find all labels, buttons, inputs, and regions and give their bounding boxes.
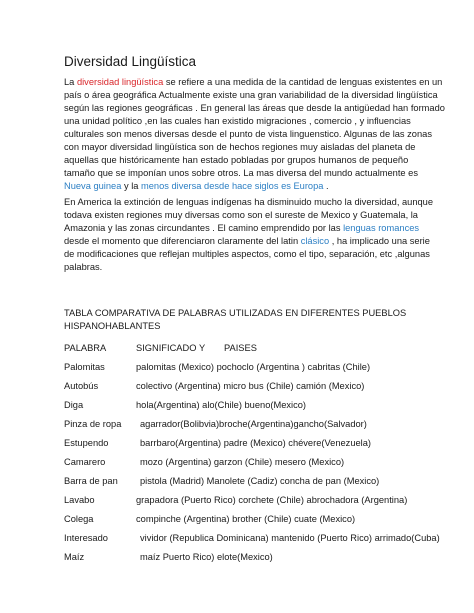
text-line: palabras.: [64, 262, 103, 272]
text-line: TABLA COMPARATIVA DE PALABRAS UTILIZADAS EN DIFERENTES PUEBLOS: [64, 308, 407, 318]
header-y: Y: [199, 343, 206, 353]
table-row: [64, 551, 464, 564]
row-word: Autobús: [64, 381, 99, 391]
text-line: En America la extinción de lenguas indígenas ha disminuido mucho la diversidad, aunque: [64, 197, 434, 207]
text-line: HISPANOHABLANTES: [64, 321, 161, 331]
text-line: según las regiones geográficas . En general las áreas que desde la antigüedad han formado: [64, 103, 445, 113]
row-word: Palomitas: [64, 362, 105, 372]
row-value: maíz Puerto Rico) elote(Mexico): [140, 552, 273, 562]
row-value: palomitas (Mexico) pochoclo (Argentina ) cabritas (Chile): [136, 362, 371, 372]
table-title: [64, 307, 444, 333]
table-row: [64, 513, 464, 526]
document-title: Diversidad Lingüística: [64, 54, 197, 69]
row-value: colectivo (Argentina) micro bus (Chile) camión (Mexico): [136, 381, 365, 391]
row-word: Camarero: [64, 457, 106, 467]
row-value: pistola (Madrid) Manolete (Cadiz) concha de pan (Mexico): [140, 476, 380, 486]
text-line: todava existen regiones muy diversas como son el sureste de Mexico y Guatemala, la: [64, 210, 418, 220]
row-word: Estupendo: [64, 438, 109, 448]
text-line: país o área geográfica Actualmente existe una gran variabilidad de la diversidad lingüística: [64, 90, 438, 100]
text-run: Amazonia y las zonas circundantes . El camino emprendido por las: [64, 223, 344, 233]
table-row: [64, 418, 464, 431]
table-row: [64, 380, 464, 393]
row-word: Lavabo: [64, 495, 95, 505]
header-palabra: PALABRA: [64, 343, 107, 353]
text-run: La: [64, 77, 77, 87]
text-line: [64, 180, 424, 193]
table-row: [64, 437, 464, 450]
table-row: [64, 456, 464, 469]
row-value: mozo (Argentina) garzon (Chile) mesero (Mexico): [140, 457, 345, 467]
header-paises: PAISES: [224, 343, 257, 353]
paragraph-linguistic-diversity: [64, 76, 445, 193]
row-value: hola(Argentina) alo(Chile) bueno(Mexico): [136, 400, 307, 410]
table-row: [64, 399, 464, 412]
table-row: [64, 475, 464, 488]
paragraph-america: [64, 196, 434, 274]
link-menos-diversa[interactable]: menos diversa desde hace siglos es Europa: [141, 181, 324, 191]
text-line: [64, 222, 424, 235]
header-significado: SIGNIFICADO: [136, 343, 197, 353]
row-value: barrbaro(Argentina) padre (Mexico) chévere(Venezuela): [140, 438, 371, 448]
text-line: [64, 76, 443, 89]
table-row: [64, 361, 464, 374]
row-word: Diga: [64, 400, 84, 410]
text-run: , ha implicado una serie: [329, 236, 430, 246]
text-line: tamaño que se imponían unos sobre otros. La mas diversa del mundo actualmente es: [64, 168, 419, 178]
table-header: [64, 342, 464, 355]
table-row: [64, 532, 464, 545]
text-line: con mayor diversidad lingüística son de hechos regiones muy aisladas del planeta de: [64, 142, 416, 152]
link-clasico[interactable]: clásico: [300, 236, 330, 246]
row-word: Interesado: [64, 533, 108, 543]
row-word: Pinza de ropa: [64, 419, 122, 429]
row-value: compinche (Argentina) brother (Chile) cuate (Mexico): [136, 514, 356, 524]
text-line: aquellas que históricamente han estado pobladas por grupos humanos de pequeño: [64, 155, 409, 165]
text-line: de modificaciones que reflejan multiples aspectos, como el tipo, separación, etc ,algunas: [64, 249, 430, 259]
row-value: agarrador(Bolibvia)broche(Argentina)gancho(Salvador): [140, 419, 367, 429]
highlight-term: diversidad lingüística: [76, 77, 164, 87]
row-word: Barra de pan: [64, 476, 118, 486]
text-run: se refiere a una medida de la cantidad de lenguas existentes en un: [163, 77, 443, 87]
text-line: una unidad político ,en las cuales han existido migraciones , comercio , y influencias: [64, 116, 411, 126]
link-lenguas-romances[interactable]: lenguas romances: [343, 223, 420, 233]
row-word: Colega: [64, 514, 94, 524]
text-run: desde el momento que diferenciaron claramente del latin: [64, 236, 301, 246]
row-value: vividor (Republica Dominicana) mantenido (Puerto Rico) arrimado(Cuba): [140, 533, 440, 543]
text-run: y la: [121, 181, 142, 191]
text-line: [64, 235, 430, 248]
text-line: culturales son menos diversas desde el punto de vista linguenstico. Algunas de las zonas: [64, 129, 432, 139]
table-row: [64, 494, 464, 507]
row-value: grapadora (Puerto Rico) corchete (Chile) abrochadora (Argentina): [136, 495, 408, 505]
link-nueva-guinea[interactable]: Nueva guinea: [64, 181, 122, 191]
row-word: Maíz: [64, 552, 85, 562]
text-run: .: [323, 181, 329, 191]
